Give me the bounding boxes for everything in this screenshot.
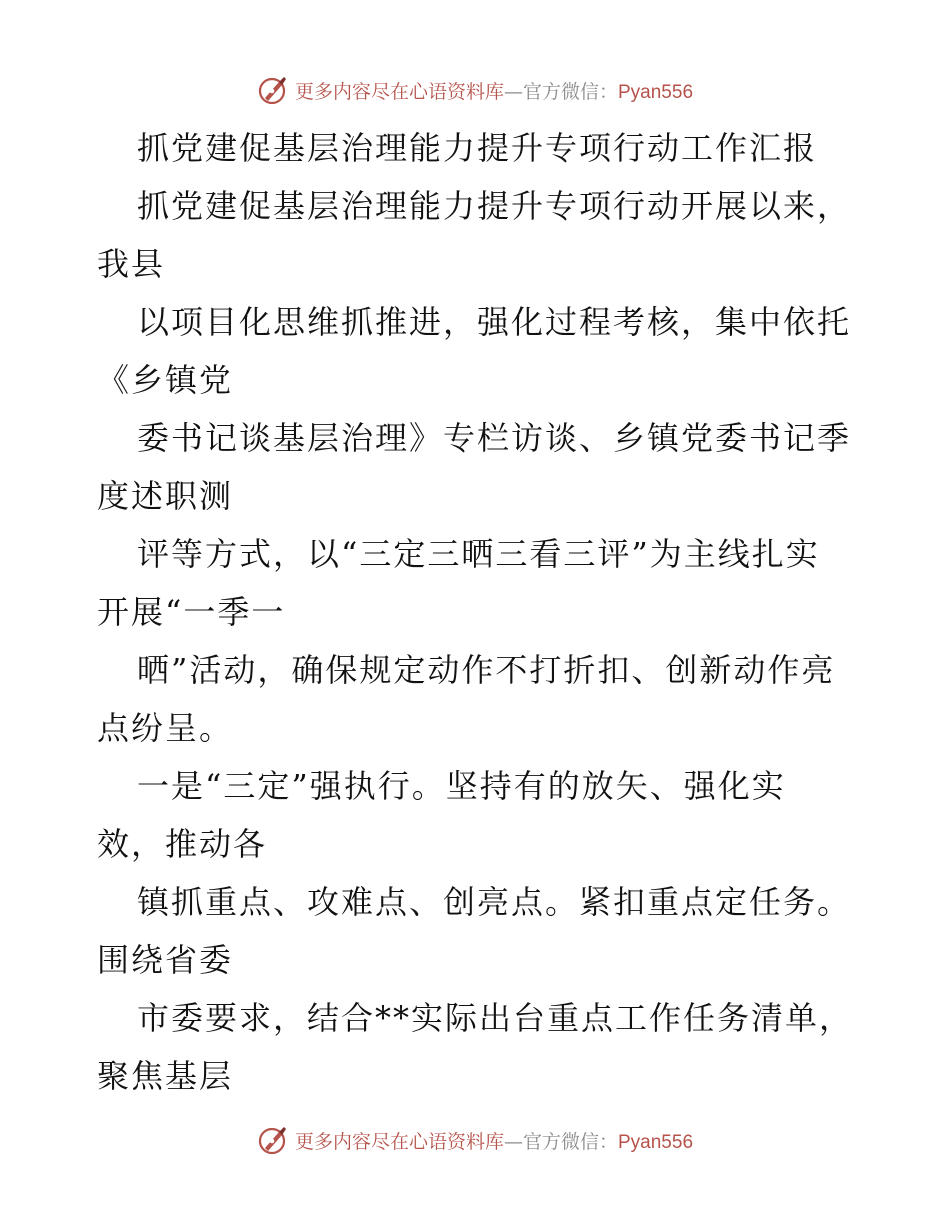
quill-pen-logo-icon [257,1124,289,1156]
watermark-text [295,77,693,104]
text-line: 点纷呈。 [97,709,234,747]
footer-watermark [0,1120,950,1160]
text-line: 镇抓重点、攻难点、创亮点。紧扣重点定任务。 [137,883,852,921]
wechat-label: 官方微信： [522,1130,618,1153]
text-line: 聚焦基层 [97,1057,234,1095]
brand-text: 更多内容尽在心语资料库 [294,80,504,103]
watermark-group [257,74,693,106]
document-title: 抓党建促基层治理能力提升专项行动工作汇报 [137,129,818,167]
wechat-label: 官方微信： [522,80,618,103]
text-line: 以项目化思维抓推进，强化过程考核，集中依托 [137,303,852,341]
text-line: 一是“三定”强执行。坚持有的放矢、强化实 [137,767,786,805]
text-line: 晒”活动，确保规定动作不打折扣、创新动作亮 [137,651,836,689]
wechat-handle: Pyan556 [618,1131,694,1153]
separator: — [503,80,523,103]
text-line: 抓党建促基层治理能力提升专项行动开展以来， [137,187,852,225]
text-line: 开展“一季一 [97,593,286,631]
quill-pen-logo-icon [257,74,289,106]
text-line: 我县 [97,245,166,283]
watermark-group [257,1124,693,1156]
header-watermark [0,70,950,110]
text-line: 《乡镇党 [97,361,234,399]
watermark-text [295,1127,693,1154]
text-line: 围绕省委 [97,941,234,979]
brand-text: 更多内容尽在心语资料库 [294,1130,504,1153]
document-body [97,119,857,1105]
text-line: 评等方式，以“三定三晒三看三评”为主线扎实 [137,535,820,573]
text-line: 度述职测 [97,477,234,515]
wechat-handle: Pyan556 [618,81,694,103]
text-line: 委书记谈基层治理》专栏访谈、乡镇党委书记季 [137,419,852,457]
text-line: 市委要求，结合**实际出台重点工作任务清单， [137,999,854,1037]
text-line: 效，推动各 [97,825,268,863]
separator: — [503,1130,523,1153]
